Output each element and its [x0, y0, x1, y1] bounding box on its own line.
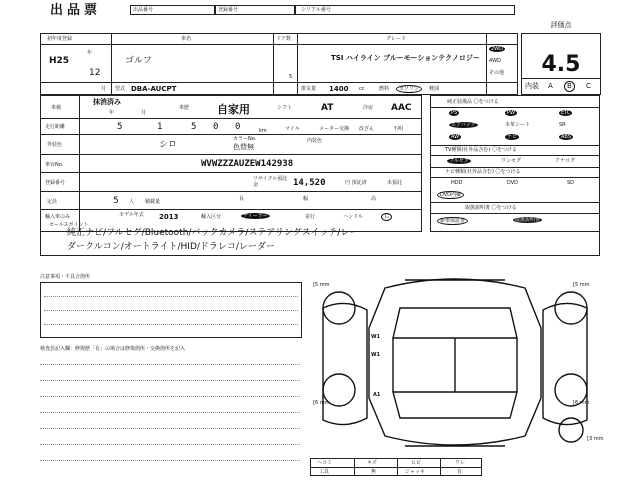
- tv-oneseg: ワンセグ: [501, 158, 522, 164]
- handle-label: ハンドル: [343, 214, 364, 220]
- lot-no-label: 登録番号: [218, 7, 239, 13]
- car-name-label: 車名: [181, 36, 192, 42]
- selling-points-line-1: 純正ナビ/フルセグ/Bluetooth/バックカメラ/ステアリングスイッチ/レー: [67, 228, 359, 238]
- shift-label: シフト: [277, 105, 293, 111]
- legend-jack: ジャッキ: [405, 469, 425, 475]
- recycle-status: 円 預託済: [345, 180, 367, 186]
- ac-value: AAC: [391, 103, 412, 113]
- tv-fullseg: フルセグ: [449, 158, 469, 164]
- equip-abs: ABS: [561, 134, 571, 140]
- recycle-value: 14,520: [293, 178, 326, 188]
- load-label: 積載量: [145, 199, 161, 205]
- ac-label: 冷房: [363, 105, 374, 111]
- equip-airbag: エアバック: [451, 122, 476, 128]
- selling-points-label: セールスポイント: [49, 222, 89, 228]
- navi-title: ナビ種類(社外品含む) 〇をつける: [445, 169, 521, 175]
- shift-value: AT: [321, 103, 334, 113]
- tire-label-fl: [5 mm: [313, 282, 330, 288]
- inspection-label: 車検: [51, 105, 62, 111]
- legend-header-scratch: キズ: [367, 460, 377, 466]
- tire-label-fr: [5 mm: [573, 282, 590, 288]
- model-year-label: モデル年式: [119, 212, 144, 218]
- serial-label: シリアル番号: [301, 7, 331, 13]
- length-label: 長: [239, 196, 245, 202]
- model-year-value: 2013: [159, 213, 179, 221]
- navi-hdd: HDD: [451, 180, 463, 186]
- interior-label: 内装: [525, 82, 539, 90]
- body-color-label: 色替無: [233, 143, 254, 151]
- lot-no-box: [215, 5, 295, 15]
- equip-pw: PW: [507, 110, 515, 116]
- storage-manual: 取扱説明書: [515, 217, 541, 223]
- score-label: 評価点: [550, 21, 572, 29]
- page-title: 出品票: [50, 3, 102, 18]
- height-label: 高: [371, 196, 377, 202]
- damage-mark-1: W1: [371, 334, 380, 340]
- doors-value: 5: [289, 74, 293, 80]
- mileage-digit-5: 0: [235, 122, 241, 132]
- exhibit-no-label: 出品番号: [133, 7, 154, 13]
- mileage-unit: km: [259, 128, 267, 134]
- mileage-digit-2: 1: [157, 122, 163, 132]
- legend-present: 有: [457, 469, 463, 475]
- storage-title: 取扱説明書 〇をつける: [465, 205, 517, 211]
- interior-color-label: 内装色: [307, 138, 323, 144]
- displacement-unit: cc: [359, 86, 365, 92]
- fuel-value: ガソリン: [396, 85, 422, 93]
- legend-header-dent: ヘコミ: [317, 460, 333, 466]
- tire-front-left: [323, 292, 355, 324]
- import-dealer: ディーラー: [243, 213, 268, 219]
- inspector-label: 検査員記入欄：修復歴「有」の場合は修復箇所・交換箇所を記入: [40, 346, 186, 352]
- seats-option-4wd: 4WD: [489, 58, 501, 64]
- capacity-unit: 人: [129, 199, 135, 205]
- tire-label-rl: [6 mm: [313, 400, 330, 406]
- equip-ps: PS: [451, 110, 458, 116]
- selling-points-box: [40, 220, 600, 256]
- model-value: DBA-AUCPT: [131, 85, 177, 93]
- legend-table: [310, 458, 482, 476]
- equipment-panel: [430, 95, 600, 232]
- capacity-label: 定員: [47, 199, 58, 205]
- doors-label: ドア数: [276, 36, 291, 42]
- tire-label-spare: [3 mm: [587, 436, 604, 442]
- month-value: 12: [89, 68, 101, 78]
- import-label: 輸入車のみ: [45, 214, 71, 220]
- rear-glass-shape: [393, 392, 517, 418]
- seats-option-other: その他: [489, 70, 505, 76]
- tire-label-rr: [6 mm: [573, 400, 590, 406]
- equip-aw: AW: [451, 134, 460, 140]
- damage-mark-2: W1: [371, 352, 380, 358]
- mileage-digit-1: 5: [117, 122, 123, 132]
- header-table: [40, 33, 518, 95]
- tire-front-right: [555, 292, 587, 324]
- recycle-label: リサイクル預託金: [253, 176, 288, 188]
- reg-label: 登録番号: [45, 180, 66, 186]
- serial-box: [295, 5, 515, 15]
- equip-sr: SR: [559, 122, 566, 128]
- spare-tire: [559, 418, 583, 442]
- legend-tools: 工具: [319, 469, 330, 475]
- mileage-mark-unknown: 不明: [393, 126, 404, 132]
- mileage-digit-4: 0: [213, 122, 219, 132]
- damage-mark-3: A1: [373, 392, 381, 398]
- chassis-label: 車台No.: [45, 162, 64, 168]
- grade-label: グレード: [386, 36, 407, 42]
- import-type-label: 輸入区分: [201, 214, 222, 220]
- color-no-label: カラーNo.: [233, 136, 257, 142]
- genuine-title: 純正装備品 〇をつける: [447, 99, 499, 105]
- navi-dvd-builtin: DVD内蔵: [437, 191, 464, 199]
- year-era: H25: [49, 56, 70, 66]
- legend-header-break: ワレ: [455, 460, 466, 466]
- grade-value: TSI ハイライン ブルーモーションテクノロジー: [331, 54, 480, 62]
- navi-sd: SD: [567, 180, 575, 186]
- use-value: 自家用: [217, 103, 250, 116]
- windshield-shape: [393, 308, 517, 338]
- color-value: シロ: [159, 140, 178, 150]
- vehicle-diagram: [305, 268, 605, 458]
- mileage-digit-3: 5: [191, 122, 197, 132]
- interior-option-c: C: [586, 82, 591, 90]
- use-label: 車歴: [179, 105, 190, 111]
- mileage-mark-mile: マイル: [285, 126, 300, 132]
- displacement-label: 排気量: [301, 86, 317, 92]
- inspection-month: 月: [141, 110, 147, 116]
- score-box: [521, 21, 601, 95]
- storage-warranty: 新車保証書: [437, 217, 468, 225]
- tv-title: TV種類(社外品含む) 〇をつける: [445, 147, 517, 153]
- light-label: 軽油: [429, 86, 440, 92]
- equip-leather: 本革シート: [505, 122, 531, 128]
- year-unit: 年: [87, 50, 93, 56]
- legend-none: 無: [371, 469, 377, 475]
- score-value: 4.5: [541, 52, 581, 77]
- model-label: 型式: [115, 86, 126, 92]
- mileage-mark-tamper: 改ざん: [359, 126, 375, 132]
- width-label: 幅: [303, 196, 309, 202]
- import-parallel: 並行: [305, 214, 316, 220]
- inspection-value: 抹消済み: [93, 98, 121, 106]
- car-name: ゴルフ: [125, 56, 153, 66]
- details-table: [40, 95, 422, 232]
- chassis-value: WVWZZZAUZEW142938: [201, 159, 294, 169]
- vehicle-outline-svg: [305, 268, 605, 458]
- color-label: 外装色: [47, 142, 63, 148]
- interior-option-b: B: [564, 81, 575, 92]
- caution-label: 注意事項・不具合箇所: [40, 274, 91, 280]
- equip-etc: ETC: [561, 110, 571, 116]
- navi-dvd: DVD: [507, 180, 519, 186]
- seats-option-2wd: 2WD: [491, 46, 503, 52]
- equip-navi: ナビ: [507, 134, 518, 140]
- first-reg-label: 初年度登録: [47, 36, 73, 42]
- capacity-value: 5: [113, 196, 119, 206]
- mileage-label: 走行距離: [45, 124, 66, 130]
- recycle-unpaid: 未預託: [387, 180, 403, 186]
- interior-option-a: A: [548, 82, 553, 90]
- handle-value: 右: [381, 213, 392, 221]
- month-unit: 月: [101, 86, 107, 92]
- selling-points-line-2: ダークルコン/オートライト/HID/ドラレコ/レーダー: [67, 242, 275, 252]
- fuel-label: 燃料: [379, 86, 390, 92]
- mileage-mark-replaced: メーター交換: [319, 126, 350, 132]
- displacement-value: 1400: [329, 85, 349, 93]
- legend-header-crack: ヒビ: [411, 460, 422, 466]
- tv-analog: アナログ: [555, 158, 576, 164]
- exhibit-no-box: [130, 5, 215, 15]
- inspection-year: 年: [109, 110, 115, 116]
